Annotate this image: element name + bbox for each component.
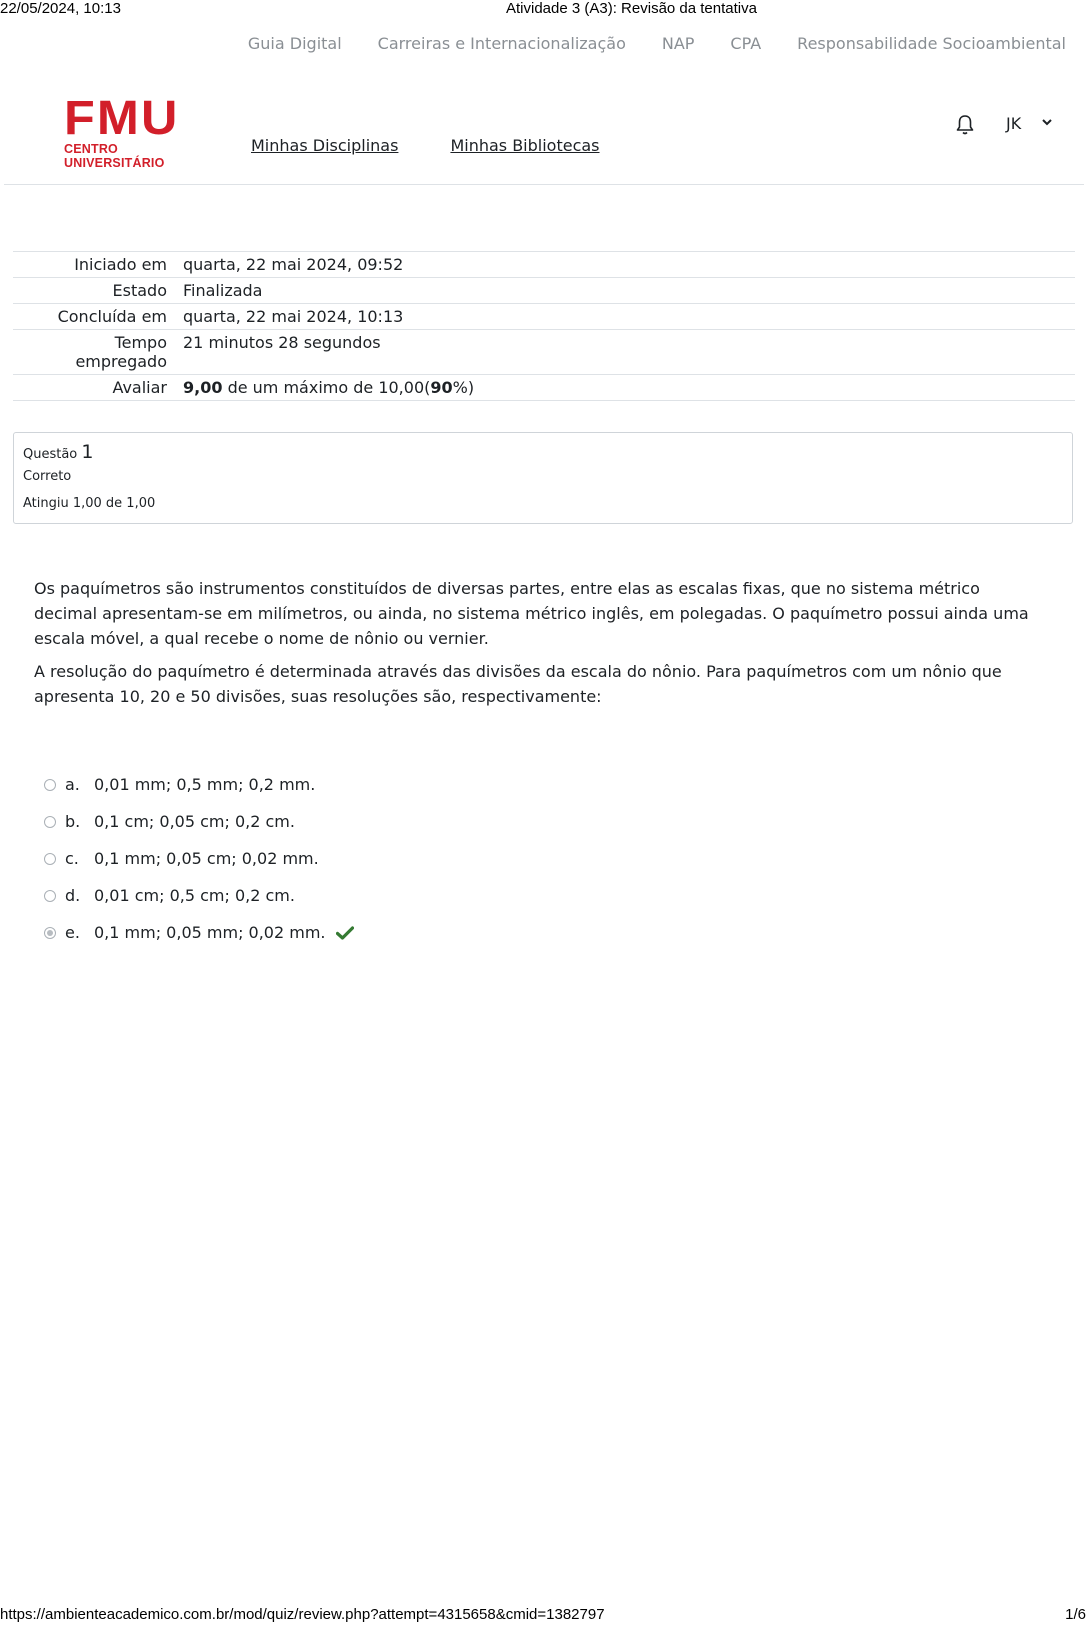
- answer-letter-d: d.: [65, 886, 81, 905]
- question-paragraph-2: A resolução do paquímetro é determinada através das divisões da escala do nônio. Para paquímetros com um nônio que apresenta 10, 20 e 50 divisões, suas resoluções são, respectivamente:: [34, 662, 1002, 706]
- user-initials[interactable]: JK: [1006, 114, 1022, 133]
- nav-minhas-bibliotecas[interactable]: Minhas Bibliotecas: [450, 136, 600, 155]
- top-link-nap[interactable]: NAP: [661, 34, 695, 53]
- print-page-number: 1/6: [1065, 1606, 1086, 1623]
- completed-value: quarta, 22 mai 2024, 10:13: [183, 307, 404, 326]
- radio-b[interactable]: [44, 816, 56, 828]
- answer-text-e: 0,1 mm; 0,05 mm; 0,02 mm.: [94, 923, 326, 942]
- answer-option-c[interactable]: [44, 840, 354, 877]
- grade-score: 9,00: [183, 378, 223, 397]
- answer-letter-c: c.: [65, 849, 79, 868]
- logo-subtitle: CENTRO UNIVERSITÁRIO: [64, 142, 165, 170]
- top-links: [248, 34, 1066, 53]
- logo-brand: FMU: [64, 92, 180, 145]
- print-url: https://ambienteacademico.com.br/mod/quiz/review.php?attempt=4315658&cmid=1382797: [0, 1606, 605, 1623]
- print-doc-title: Atividade 3 (A3): Revisão da tentativa: [506, 0, 757, 17]
- summary-row-started: [13, 252, 1075, 278]
- time-label: [13, 330, 183, 375]
- answer-text-c: 0,1 mm; 0,05 cm; 0,02 mm.: [94, 849, 319, 868]
- answer-text-b: 0,1 cm; 0,05 cm; 0,2 cm.: [94, 812, 295, 831]
- correct-check-icon: [336, 926, 354, 940]
- question-state: Correto: [23, 469, 72, 484]
- grade-end: %): [452, 378, 475, 397]
- summary-row-state: [13, 278, 1075, 304]
- grade-label: Avaliar: [112, 378, 167, 397]
- header-divider: [4, 184, 1084, 185]
- summary-row-completed: [13, 304, 1075, 330]
- grade-value: [183, 375, 1075, 401]
- state-label: Estado: [112, 281, 167, 300]
- summary-row-grade: [13, 375, 1075, 401]
- started-value: quarta, 22 mai 2024, 09:52: [183, 255, 404, 274]
- answer-option-b[interactable]: [44, 803, 354, 840]
- time-label-line1: Tempo: [114, 333, 167, 352]
- chevron-down-icon[interactable]: [1041, 116, 1053, 128]
- question-paragraph-1: Os paquímetros são instrumentos constituídos de diversas partes, entre elas as escalas fixas, que no sistema métrico decimal apresentam-se em milímetros, ou ainda, no sistema métrico inglês, em polegadas. O paquímetro possui ainda uma escala móvel, a qual recebe o nome de nônio ou vernier.: [34, 579, 1029, 648]
- top-link-responsabilidade[interactable]: Responsabilidade Socioambiental: [797, 34, 1066, 53]
- answer-letter-a: a.: [65, 775, 80, 794]
- answer-letter-b: b.: [65, 812, 81, 831]
- attempt-summary: [13, 251, 1075, 401]
- radio-e-selected[interactable]: [44, 927, 56, 939]
- answer-option-e[interactable]: [44, 914, 354, 951]
- bell-icon[interactable]: [955, 114, 975, 136]
- radio-a[interactable]: [44, 779, 56, 791]
- completed-label: Concluída em: [57, 307, 167, 326]
- top-link-guia-digital[interactable]: Guia Digital: [247, 34, 342, 53]
- question-text: [34, 576, 1034, 717]
- time-value: 21 minutos 28 segundos: [183, 333, 381, 352]
- question-label: Questão: [23, 447, 78, 462]
- print-header: [0, 0, 1088, 18]
- answer-option-d[interactable]: [44, 877, 354, 914]
- radio-c[interactable]: [44, 853, 56, 865]
- time-label-line2: empregado: [75, 352, 167, 371]
- top-link-carreiras[interactable]: Carreiras e Internacionalização: [377, 34, 626, 53]
- state-value: Finalizada: [183, 281, 263, 300]
- started-label: Iniciado em: [74, 255, 167, 274]
- fmu-logo[interactable]: [64, 92, 204, 170]
- print-footer: [0, 1606, 1088, 1625]
- main-nav: [251, 136, 600, 155]
- answer-text-d: 0,01 cm; 0,5 cm; 0,2 cm.: [94, 886, 295, 905]
- question-num: 1: [81, 441, 94, 463]
- answer-letter-e: e.: [65, 923, 80, 942]
- answer-options: [44, 766, 354, 951]
- radio-d[interactable]: [44, 890, 56, 902]
- answer-option-a[interactable]: [44, 766, 354, 803]
- print-datetime: 22/05/2024, 10:13: [0, 0, 121, 17]
- summary-row-time: [13, 330, 1075, 375]
- question-number: [23, 441, 1063, 463]
- question-info-box: [13, 432, 1073, 524]
- top-link-cpa[interactable]: CPA: [730, 34, 762, 53]
- grade-percent: 90: [430, 378, 453, 397]
- question-mark: Atingiu 1,00 de 1,00: [23, 496, 156, 511]
- nav-minhas-disciplinas[interactable]: Minhas Disciplinas: [251, 136, 399, 155]
- grade-mid: de um máximo de 10,00(: [222, 378, 431, 397]
- answer-text-a: 0,01 mm; 0,5 mm; 0,2 mm.: [94, 775, 316, 794]
